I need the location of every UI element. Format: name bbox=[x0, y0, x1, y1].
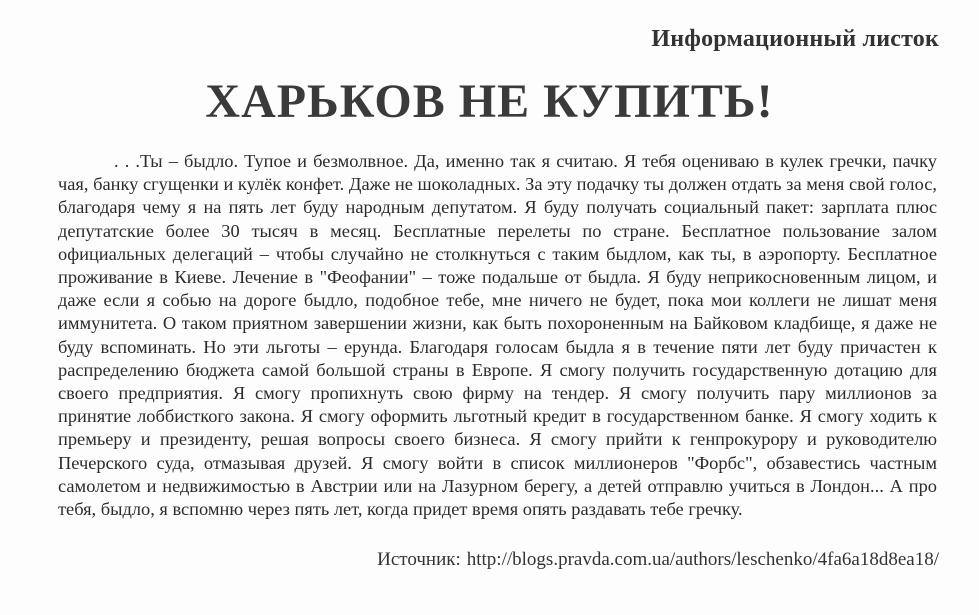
source-label: Источник: bbox=[377, 549, 461, 570]
document-type-label: Информационный листок bbox=[651, 26, 939, 52]
source-url: http://blogs.pravda.com.ua/authors/leschenko/4fa6a18d8ea18/ bbox=[466, 549, 939, 570]
headline: ХАРЬКОВ НЕ КУПИТЬ! bbox=[205, 75, 774, 128]
body-paragraph: . . .Ты – быдло. Тупое и безмолвное. Да, именно так я считаю. Я тебя оцениваю в кулек гречки, пачку чая, банку сгущенки и кулёк конфет. Даже не шоколадных. За эту подачку ты должен отдать за меня свой голос, благодаря чему я на пять лет буду народным депутатом. Я буду получать социальный пакет: зарплата плюс депутатские более 30 тысяч в месяц. Бесплатные перелеты по стране. Бесплатное пользование залом официальных делегаций – чтобы случайно не столкнуться с таким быдлом, как ты, в аэропорту. Бесплатное проживание в Киеве. Лечение в "Феофании" – тоже подальше от быдла. Я буду неприкосновенным лицом, и даже если я собью на дороге быдло, подобное тебе, мне ничего не будет, пока мои коллеги не лишат меня иммунитета. О таком приятном завершении жизни, как быть похороненным на Байковом кладбище, я даже не буду вспоминать. Но эти льготы – ерунда. Благодаря голосам быдла я в течение пяти лет буду причастен к распределению бюджета самой большой страны в Европе. Я смогу получить государственную дотацию для своего предприятия. Я смогу пропихнуть свою фирму на тендер. Я смогу получить пару миллионов за принятие лоббисткого закона. Я смогу оформить льготный кредит в государственном банке. Я смогу ходить к премьеру и президенту, решая вопросы своего бизнеса. Я смогу прийти к генпрокурору и руководителю Печерского суда, отмазывая друзей. Я смогу войти в список миллионеров "Форбс", обзавестись частным самолетом и недвижимостью в Австрии или на Лазурном берегу, а детей отправлю учиться в Лондон... А про тебя, быдло, я вспомню через пять лет, когда придет время опять раздавать тебе гречку. bbox=[58, 151, 937, 520]
source-line bbox=[377, 549, 939, 571]
